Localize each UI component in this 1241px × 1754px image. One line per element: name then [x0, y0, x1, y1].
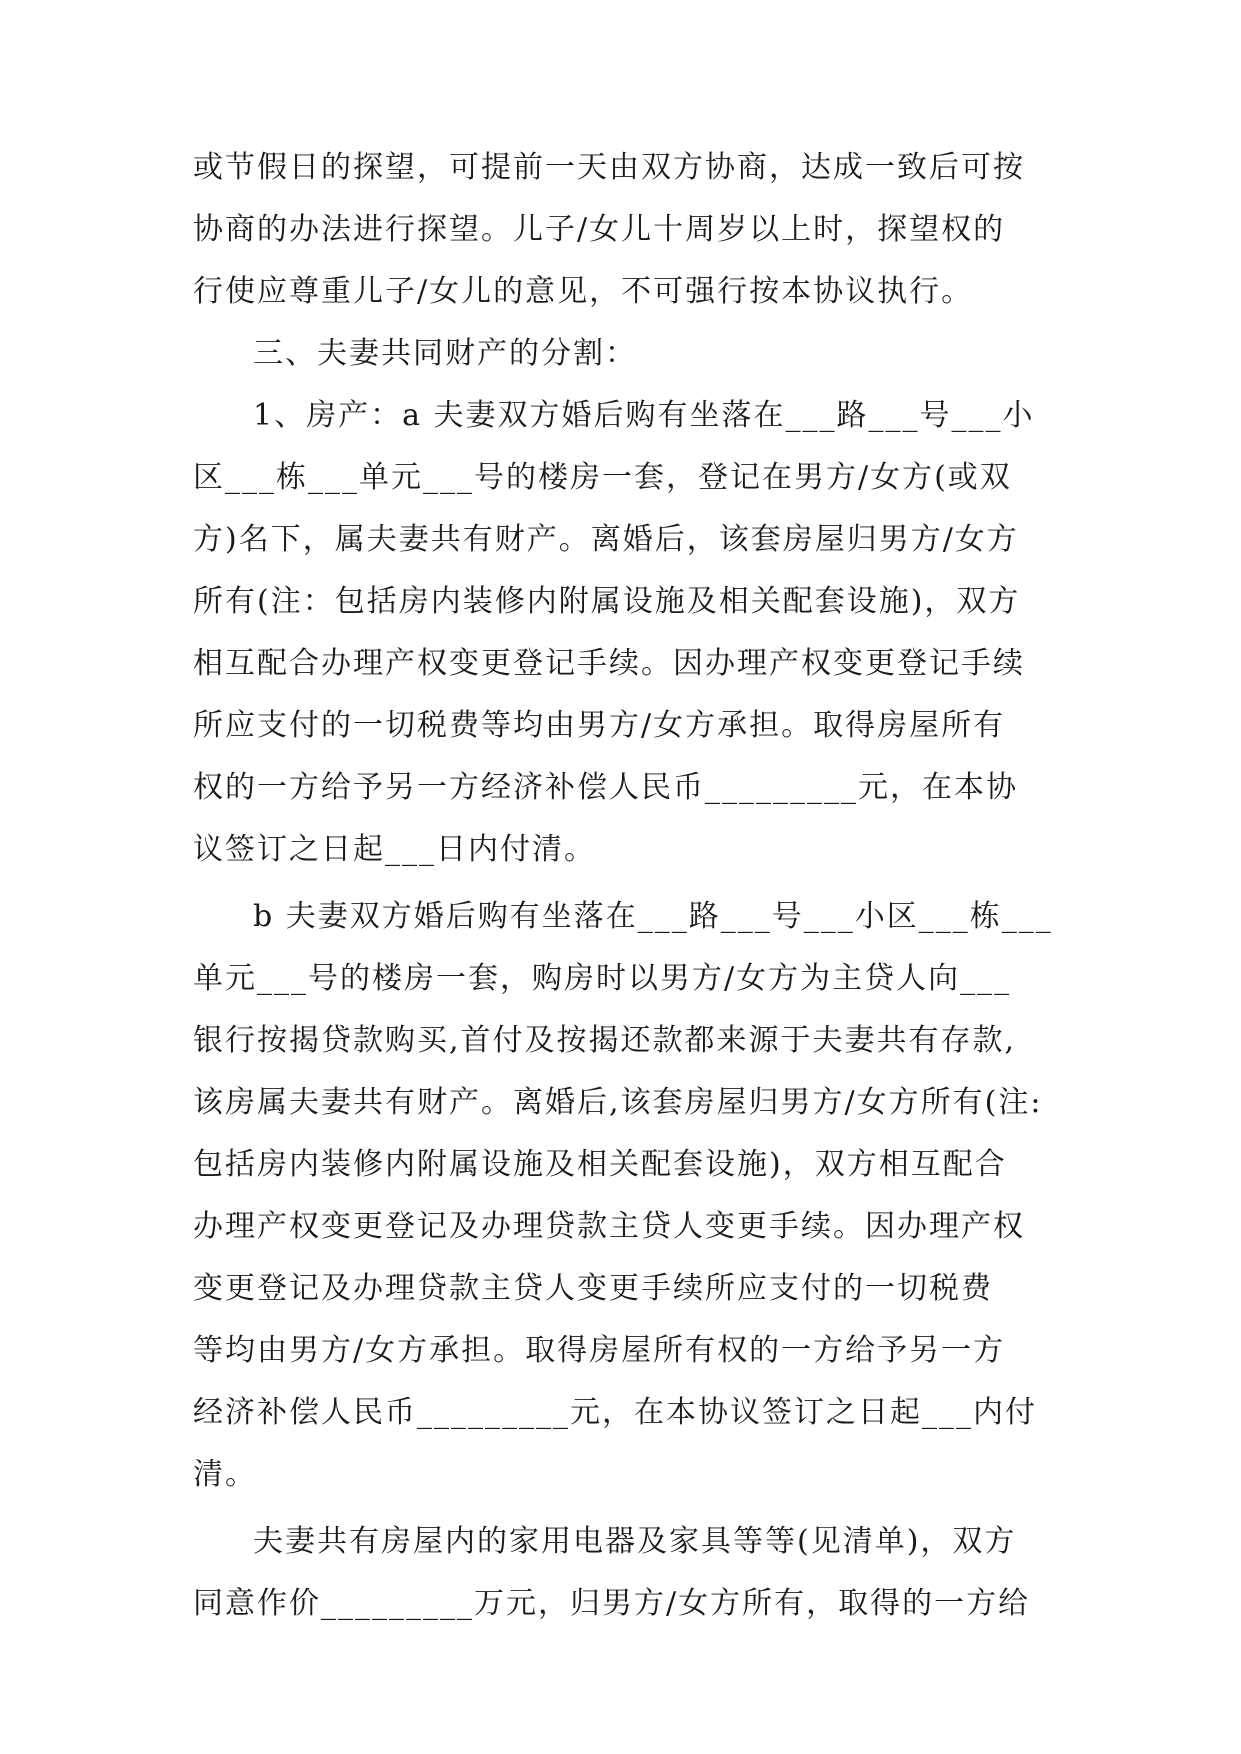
paragraph-line: 行使应尊重儿子/女儿的意见，不可强行按本协议执行。 [193, 274, 974, 309]
paragraph-line: 协商的办法进行探望。儿子/女儿十周岁以上时，探望权的 [193, 212, 1006, 247]
paragraph-line: 所应支付的一切税费等均由男方/女方承担。取得房屋所有 [193, 708, 1006, 743]
paragraph-line: 等均由男方/女方承担。取得房屋所有权的一方给予另一方 [193, 1333, 1006, 1368]
paragraph-line: 议签订之日起___日内付清。 [193, 832, 596, 867]
paragraph-line: b 夫妻双方婚后购有坐落在___路___号___小区___栋___ [253, 899, 1053, 934]
paragraph-line: 变更登记及办理贷款主贷人变更手续所应支付的一切税费 [193, 1271, 993, 1306]
paragraph-line: 1、房产：a 夫妻双方婚后购有坐落在___路___号___小 [253, 398, 1035, 433]
paragraph-line: 清。 [193, 1457, 257, 1492]
paragraph-line: 区___栋___单元___号的楼房一套，登记在男方/女方(或双 [193, 460, 1012, 495]
paragraph-line: 夫妻共有房屋内的家用电器及家具等等(见清单)，双方 [253, 1524, 1017, 1559]
section-heading: 三、夫妻共同财产的分割： [253, 336, 637, 371]
paragraph-line: 同意作价_________万元，归男方/女方所有，取得的一方给 [193, 1586, 1031, 1621]
paragraph-line: 所有(注：包括房内装修内附属设施及相关配套设施)，双方 [193, 584, 1021, 619]
paragraph-line: 方)名下，属夫妻共有财产。离婚后，该套房屋归男方/女方 [193, 522, 1019, 557]
paragraph-line: 权的一方给予另一方经济补偿人民币_________元，在本协 [193, 770, 1018, 805]
paragraph-line: 该房属夫妻共有财产。离婚后,该套房屋归男方/女方所有(注: [193, 1085, 1043, 1120]
paragraph-line: 单元___号的楼房一套，购房时以男方/女方为主贷人向___ [193, 961, 1012, 996]
paragraph-line: 办理产权变更登记及办理贷款主贷人变更手续。因办理产权 [193, 1209, 1025, 1244]
paragraph-line: 或节假日的探望，可提前一天由双方协商，达成一致后可按 [193, 150, 1025, 185]
paragraph-line: 银行按揭贷款购买,首付及按揭还款都来源于夫妻共有存款, [193, 1023, 1017, 1058]
paragraph-line: 相互配合办理产权变更登记手续。因办理产权变更登记手续 [193, 646, 1025, 681]
paragraph-line: 经济补偿人民币_________元，在本协议签订之日起___内付 [193, 1395, 1037, 1430]
paragraph-line: 包括房内装修内附属设施及相关配套设施)，双方相互配合 [193, 1147, 1007, 1182]
